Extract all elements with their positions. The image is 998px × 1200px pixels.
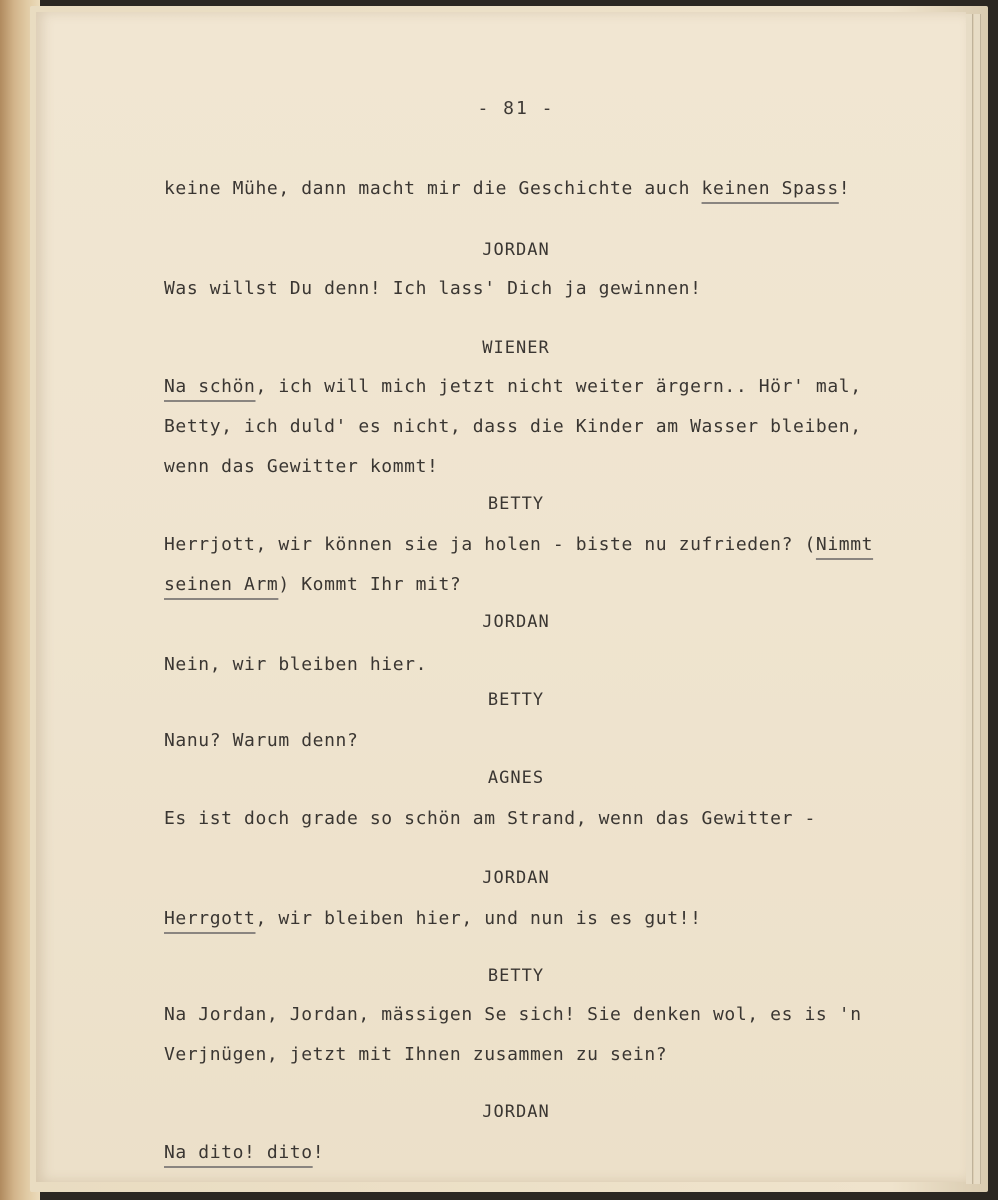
speaker-name: JORDAN: [482, 1102, 550, 1122]
underlined-text: Nimmt: [815, 534, 874, 555]
speaker-name: JORDAN: [482, 240, 550, 260]
text-line: [164, 534, 873, 555]
underlined-text: Na dito! dito: [164, 1142, 313, 1163]
text-line: [164, 178, 850, 199]
text-line: Nein, wir bleiben hier.: [164, 654, 428, 675]
text-line: Es ist doch grade so schön am Strand, wenn das Gewitter -: [164, 808, 816, 829]
text-line: Betty, ich duld' es nicht, dass die Kinder am Wasser bleiben,: [164, 416, 862, 437]
text-line: Was willst Du denn! Ich lass' Dich ja gewinnen!: [164, 278, 702, 299]
page-edge: [966, 14, 972, 1184]
text-span: !: [838, 178, 851, 199]
page-edge: [974, 14, 980, 1184]
text-span: , wir bleiben hier, und nun is es gut!!: [255, 908, 702, 929]
text-line: wenn das Gewitter kommt!: [164, 456, 439, 477]
text-line: Na Jordan, Jordan, mässigen Se sich! Sie denken wol, es is 'n: [164, 1004, 862, 1025]
speaker-name: JORDAN: [482, 612, 550, 632]
page-number: - 81 -: [477, 98, 555, 119]
text-line: [164, 1142, 324, 1163]
manuscript-page: [36, 12, 966, 1182]
text-span: , ich will mich jetzt nicht weiter ärgern.. Hör' mal,: [255, 376, 862, 397]
text-line: [164, 908, 702, 929]
speaker-name: WIENER: [482, 338, 550, 358]
speaker-name: BETTY: [487, 966, 545, 986]
text-line: [164, 574, 461, 595]
speaker-name: BETTY: [487, 494, 545, 514]
underlined-text: keinen Spass: [701, 178, 839, 199]
text-span: !: [312, 1142, 325, 1163]
text-line: Verjnügen, jetzt mit Ihnen zusammen zu sein?: [164, 1044, 668, 1065]
speaker-name: BETTY: [487, 690, 545, 710]
underlined-text: Na schön: [164, 376, 256, 397]
text-span: ) Kommt Ihr mit?: [278, 574, 462, 595]
text-span: Herrjott, wir können sie ja holen - biste nu zufrieden? (: [164, 534, 816, 555]
text-line: [164, 376, 862, 397]
text-span: keine Mühe, dann macht mir die Geschichte auch: [164, 178, 702, 199]
underlined-text: seinen Arm: [164, 574, 279, 595]
speaker-name: AGNES: [487, 768, 545, 788]
text-line: Nanu? Warum denn?: [164, 730, 359, 751]
speaker-name: JORDAN: [482, 868, 550, 888]
underlined-text: Herrgott: [164, 908, 256, 929]
